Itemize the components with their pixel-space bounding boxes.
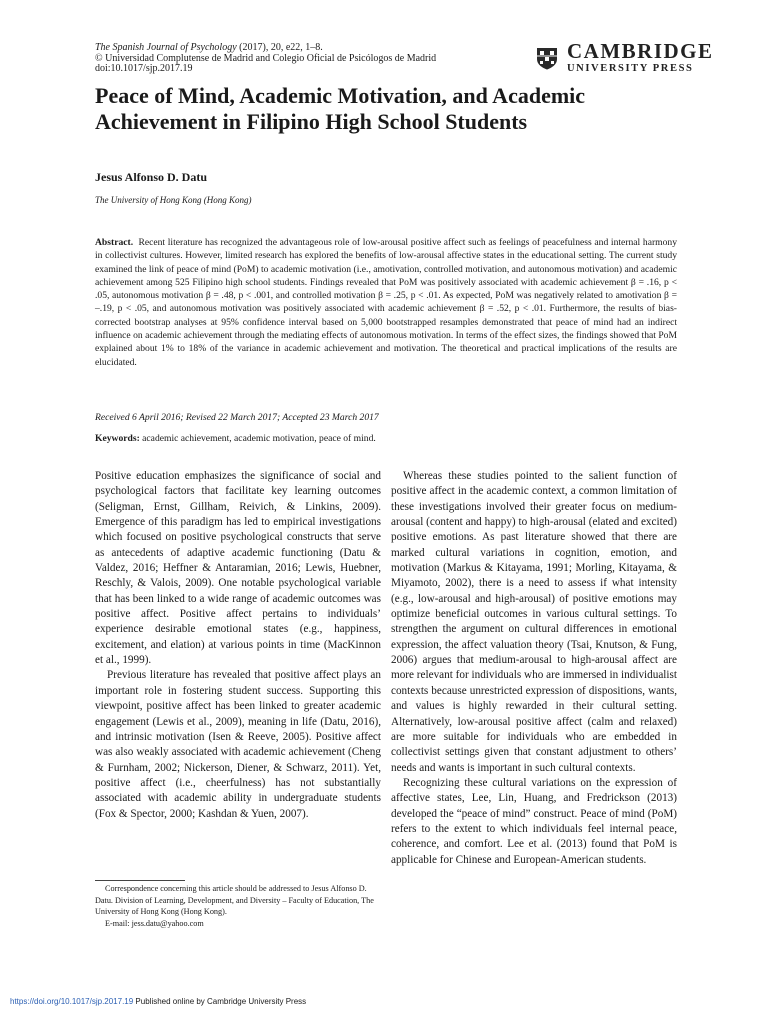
abstract-label: Abstract. [95, 237, 134, 248]
correspondence-footnote [95, 883, 381, 930]
body-column-left [95, 469, 381, 822]
body-paragraph: Recognizing these cultural variations on the expression of affective states, Lee, Lin, Huang, and Fredrickson (2013) developed the “peace of mind” construct. Peace of mind (PoM) refers to the extent to which individuals feel internal peace, coherence, and comfort. Lee et al. (2013) found that PoM is applicable for Chinese and European-American students. [391, 776, 677, 866]
body-column-right [391, 469, 677, 868]
publisher-name: CAMBRIDGE [567, 39, 714, 63]
article-author: Jesus Alfonso D. Datu [95, 170, 208, 184]
footnote-text: Correspondence concerning this article should be addressed to Jesus Alfonso D. Datu. Division of Learning, Development, and Diversity – Faculty of Education, The University of Hong Kong (Hong Kong). [95, 884, 374, 917]
body-paragraph: Previous literature has revealed that positive affect plays an important role in fostering student success. Supporting this viewpoint, positive affect has been linked to greater academic engagement (Lewis et al., 2009), meaning in life (Datu, 2016), and intrinsic motivation (Isen & Reeve, 2005). Positive affect was also weakly associated with academic achievement (Cheng & Furnham, 2002; Nickerson, Diener, & Schwarz, 2011). Yet, positive affect (i.e., cheerfulness) has not substantially associated with academic ability in undergraduate students (Fox & Spector, 2000; Kashdan & Yuen, 2007). [95, 669, 381, 820]
body-paragraph: Positive education emphasizes the significance of social and psychological factors that facilitate key learning outcomes (Seligman, Ernst, Gillham, Reivich, & Linkins, 2009). Emergence of this paradigm has led to empirical investigations which focused on positive psychological constructs that serve as antecedents of adaptive academic functioning (Datu & Valdez, 2016; Heffner & Antaramian, 2016; Lewis, Huebner, Reschly, & Valois, 2009). One notable psychological variable that has been linked to a wide range of academic outcomes was positive affect. Positive affect pertains to individuals’ experience desirable emotional states (e.g., happiness, excitement, and elation) at various points in time (MacKinnon et al., 1999). [95, 470, 381, 667]
publisher-sub: UNIVERSITY PRESS [567, 63, 694, 74]
article-title: Peace of Mind, Academic Motivation, and Academic Achievement in Filipino High School Students [95, 83, 586, 134]
footnote-divider [95, 880, 185, 881]
article-dates: Received 6 April 2016; Revised 22 March 2017; Accepted 23 March 2017 [95, 412, 379, 423]
abstract [95, 236, 677, 369]
cambridge-shield-icon [535, 46, 559, 70]
journal-doi: doi:10.1017/sjp.2017.19 [95, 63, 193, 74]
footnote-email: E-mail: jess.datu@yahoo.com [105, 919, 204, 929]
keywords-text: academic achievement, academic motivation, peace of mind. [139, 433, 376, 444]
page-footer [10, 997, 306, 1006]
doi-link[interactable]: https://doi.org/10.1017/sjp.2017.19 [10, 997, 134, 1006]
keywords [95, 433, 376, 444]
abstract-text: Recent literature has recognized the advantageous role of low-arousal positive affect such as feelings of peacefulness and internal harmony in collectivist cultures. However, limited research has explored the benefits of low-arousal affective states in the educational setting. The current study examined the link of peace of mind (PoM) to academic motivation (i.e., amotivation, controlled motivation, and autonomous motivation) and academic achievement among 525 Filipino high school students. Findings revealed that PoM was positively associated with academic achievement β = .16, p < .05, autonomous motivation β = .48, p < .001, and controlled motivation β = .25, p < .01. As expected, PoM was negatively related to amotivation β = –.19, p < .05, and autonomous motivation was positively associated with academic achievement β = .52, p < .01. Furthermore, the results of bias-corrected bootstrap analyses at 95% confidence interval based on 5,000 bootstrapped resamples demonstrated that peace of mind had an indirect influence on academic achievement through the mediating effects of autonomous motivation. In terms of the effect sizes, the findings showed that PoM explained about 1% to 18% of the variance in academic achievement and motivation. The theoretical and practical implications of the results are elucidated. [95, 237, 677, 368]
journal-name: The Spanish Journal of Psychology [95, 42, 237, 53]
body-paragraph: Whereas these studies pointed to the salient function of positive affect in the academic context, a common limitation of these investigations involved their greater focus on medium-arousal (content and happy) to high-arousal (elated and excited) positive emotions. As past literature showed that there are marked cultural variations in cognition, emotion, and motivation (Markus & Kitayama, 1991; Morling, Kitayama, & Miyamoto, 2002), there is a need to assess if what intensity (e.g., low-arousal and high-arousal) of positive emotions may optimize beneficial outcomes in various cultural settings. To strengthen the argument on cultural differences in emotional expression, the affect valuation theory (Tsai, Knutson, & Fung, 2006) argues that medium-arousal to high-arousal affect are more relevant for individuals who are immersed in individualist contexts because unrestricted expression of dispositions, wants, and values is highly rewarded in their cultural setting. Alternatively, low-arousal positive affect (calm and relaxed) are more suitable for individuals who are embedded in collectivist settings given that constant adjustment to others’ needs and wants is important in such cultural contexts. [391, 470, 677, 774]
journal-copyright: © Universidad Complutense de Madrid and Colegio Oficial de Psicólogos de Madrid [95, 52, 437, 64]
author-affiliation: The University of Hong Kong (Hong Kong) [95, 195, 252, 205]
publisher-logo [535, 41, 714, 75]
published-note: Published online by Cambridge University Press [133, 997, 307, 1006]
journal-meta [95, 43, 436, 75]
journal-citation: The Spanish Journal of Psychology (2017), 20, e22, 1–8. [95, 42, 323, 53]
keywords-label: Keywords: [95, 433, 140, 444]
